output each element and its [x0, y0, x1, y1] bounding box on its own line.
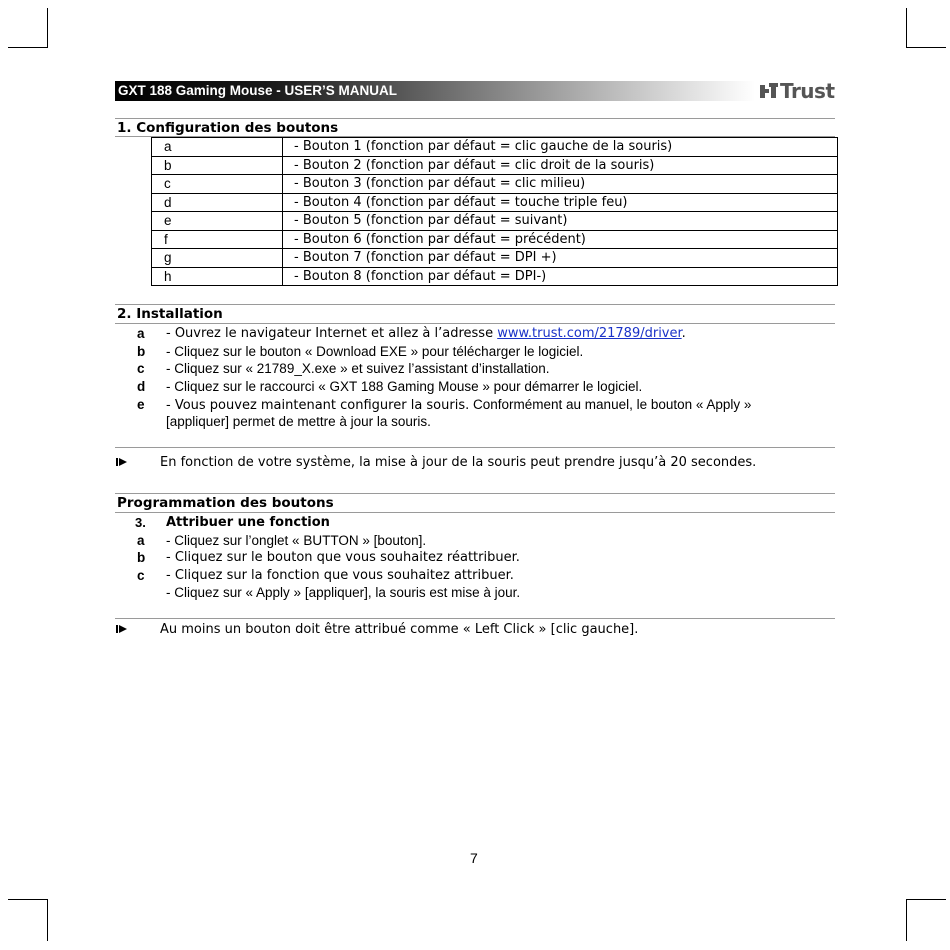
crop-mark	[906, 47, 946, 48]
step-e-bold: - Vous pouvez maintenant configurer la souris.	[166, 398, 470, 413]
section-title-configuration: 1. Configuration des boutons	[117, 120, 339, 136]
step-label: a	[137, 533, 145, 548]
table-key: c	[152, 175, 283, 194]
section-title-programmation: Programmation des boutons	[117, 495, 334, 511]
table-key: d	[152, 193, 283, 212]
crop-mark	[906, 899, 946, 900]
step-text	[166, 325, 686, 342]
step-e-rest: Conformément au manuel, le bouton « Apply »	[469, 397, 752, 412]
section-rule	[115, 118, 835, 119]
trust-logo-text: Trust	[780, 79, 835, 103]
section-title-installation: 2. Installation	[117, 306, 223, 322]
step-a-text: - Ouvrez le navigateur Internet et allez à l’adresse	[166, 326, 498, 341]
step-label: e	[137, 397, 145, 412]
subsection-number: 3.	[135, 515, 146, 530]
trust-logo	[760, 79, 835, 103]
step-text: - Cliquez sur « 21789_X.exe » et suivez l’assistant d’installation.	[166, 361, 550, 376]
note-text: Au moins un bouton doit être attribué comme « Left Click » [clic gauche].	[160, 622, 639, 637]
header-bar	[115, 81, 755, 101]
section-rule	[115, 618, 835, 619]
step-text: - Cliquez sur le bouton « Download EXE » pour télécharger le logiciel.	[166, 344, 584, 359]
table-key: a	[152, 138, 283, 157]
section-rule	[115, 493, 835, 494]
table-key: f	[152, 230, 283, 249]
step-label: c	[137, 568, 145, 583]
crop-mark	[8, 47, 48, 48]
step-text: - Cliquez sur « Apply » [appliquer], la souris est mise à jour.	[166, 585, 521, 600]
header-doc-type: - USER’S MANUAL	[272, 83, 398, 98]
crop-mark	[8, 899, 48, 900]
table-row	[152, 156, 838, 175]
arrow-icon	[116, 623, 128, 635]
table-value: - Bouton 2 (fonction par défaut = clic droit de la souris)	[283, 156, 838, 175]
step-text: - Cliquez sur l’onglet « BUTTON » [bouton].	[166, 533, 427, 548]
section-rule	[115, 447, 835, 448]
section-rule	[115, 512, 835, 513]
trust-logo-icon	[760, 83, 778, 99]
step-text: [appliquer] permet de mettre à jour la souris.	[166, 414, 431, 429]
page-number: 7	[470, 850, 478, 866]
crop-mark	[47, 8, 48, 48]
step-label: d	[137, 379, 146, 394]
table-value: - Bouton 1 (fonction par défaut = clic gauche de la souris)	[283, 138, 838, 157]
table-row	[152, 267, 838, 286]
table-key: b	[152, 156, 283, 175]
driver-link[interactable]: www.trust.com/21789/driver	[497, 326, 682, 341]
step-label: b	[137, 550, 146, 565]
button-config-table	[151, 137, 838, 286]
table-row	[152, 212, 838, 231]
table-value: - Bouton 8 (fonction par défaut = DPI-)	[283, 267, 838, 286]
table-row	[152, 193, 838, 212]
table-key: e	[152, 212, 283, 231]
table-value: - Bouton 5 (fonction par défaut = suivant)	[283, 212, 838, 231]
crop-mark	[47, 899, 48, 941]
step-text: - Cliquez sur la fonction que vous souhaitez attribuer.	[166, 568, 514, 583]
crop-mark	[906, 8, 907, 48]
arrow-icon	[116, 456, 128, 468]
table-row	[152, 138, 838, 157]
section-rule	[115, 304, 835, 305]
note-text: En fonction de votre système, la mise à jour de la souris peut prendre jusqu’à 20 secondes.	[160, 455, 757, 470]
step-text: - Cliquez sur le raccourci « GXT 188 Gaming Mouse » pour démarrer le logiciel.	[166, 379, 643, 394]
table-value: - Bouton 6 (fonction par défaut = précédent)	[283, 230, 838, 249]
table-key: g	[152, 249, 283, 268]
step-a-end: .	[681, 326, 686, 341]
table-value: - Bouton 7 (fonction par défaut = DPI +)	[283, 249, 838, 268]
subsection-title: Attribuer une fonction	[166, 515, 330, 530]
step-text: - Cliquez sur le bouton que vous souhaitez réattribuer.	[166, 550, 520, 565]
step-label: b	[137, 344, 146, 359]
table-value: - Bouton 3 (fonction par défaut = clic milieu)	[283, 175, 838, 194]
step-text	[166, 396, 751, 414]
step-label: c	[137, 361, 145, 376]
table-row	[152, 230, 838, 249]
table-value: - Bouton 4 (fonction par défaut = touche triple feu)	[283, 193, 838, 212]
step-label: a	[137, 326, 145, 341]
section-rule	[115, 323, 835, 324]
header-product: GXT 188 Gaming Mouse	[118, 83, 273, 98]
table-row	[152, 175, 838, 194]
crop-mark	[906, 899, 907, 941]
table-key: h	[152, 267, 283, 286]
table-row	[152, 249, 838, 268]
